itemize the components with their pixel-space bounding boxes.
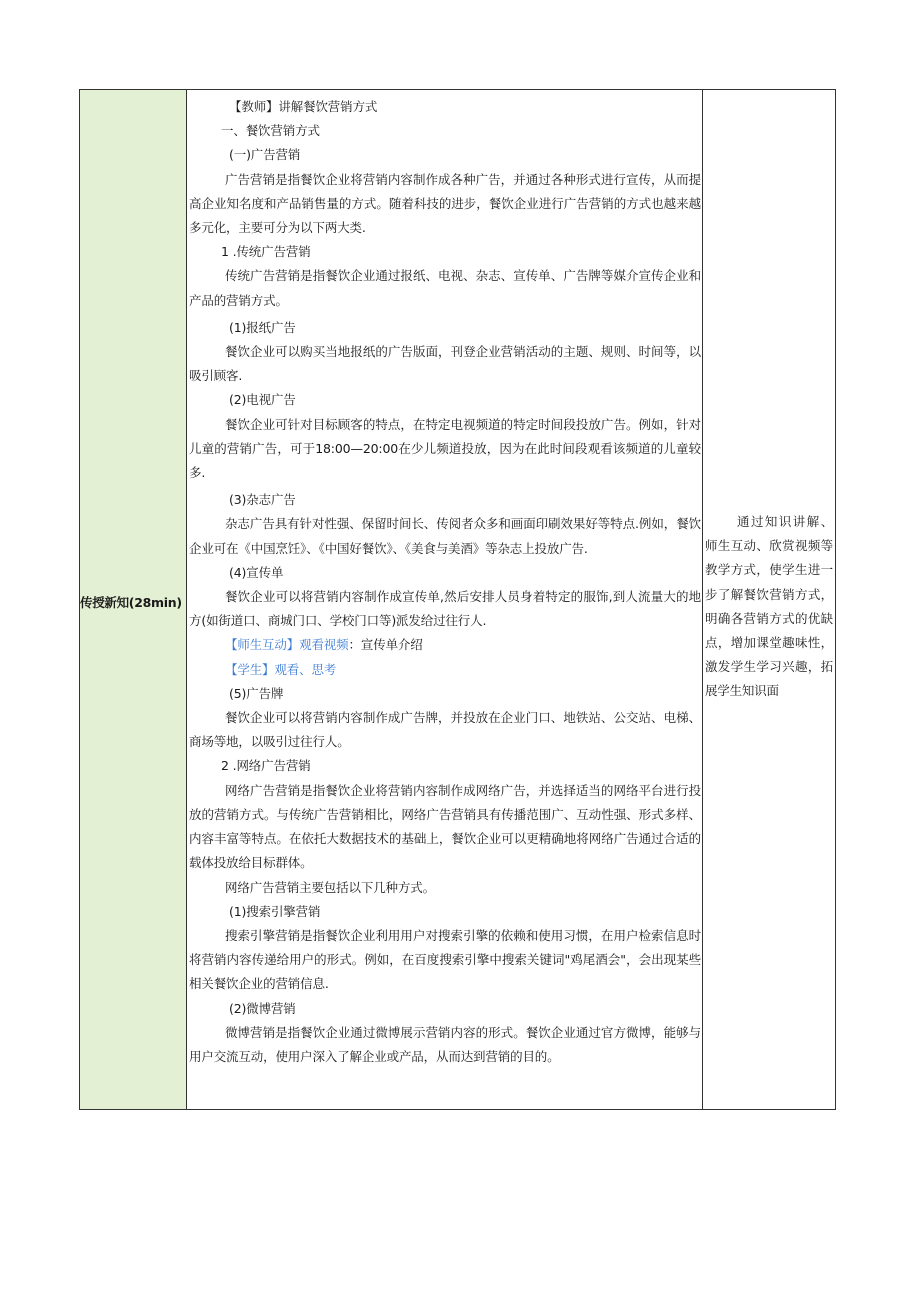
- subsection-heading: 2 .网络广告营销: [221, 758, 311, 774]
- stage-column: [80, 90, 187, 1109]
- item-heading: (5)广告牌: [229, 685, 284, 701]
- subsection-heading: 1 .传统广告营销: [221, 244, 311, 260]
- teacher-heading: 【教师】讲解餐饮营销方式: [229, 99, 378, 114]
- interaction-label: 【师生互动】观看视频: [225, 637, 349, 653]
- purpose-text: 通过知识讲解、师生互动、欣赏视频等教学方式，使学生进一步了解餐饮营销方式，明确各营销方式的优缺点，增加课堂趣味性，激发学生学习兴趣，拓展学生知识面: [705, 514, 833, 699]
- paragraph: 网络广告营销是指餐饮企业将营销内容制作成网络广告，并选择适当的网络平台进行投放的营销方式。与传统广告营销相比，网络广告营销具有传播范围广、互动性强、形式多样、内容丰富等特点。在依托大数据技术的基础上，餐饮企业可以更精确地将网络广告通过合适的载体投放给目标群体。: [189, 782, 701, 871]
- paragraph: 餐饮企业可以将营销内容制作成宣传单,然后安排人员身着特定的服饰,到人流量大的地方(如街道口、商城门口、学校门口等)派发给过往行人.: [189, 589, 701, 629]
- purpose-column: [703, 90, 835, 1109]
- content-column: [187, 90, 703, 1109]
- student-line: 【学生】观看、思考: [225, 661, 337, 677]
- paragraph: 杂志广告具有针对性强、保留时间长、传阅者众多和画面印刷效果好等特点.例如，餐饮企业可在《中国烹饪》、《中国好餐饮》、《美食与美酒》等杂志上投放广告.: [189, 516, 701, 556]
- lesson-plan-table: [79, 89, 836, 1110]
- item-heading: (1)搜索引擎营销: [229, 903, 321, 919]
- paragraph: 餐饮企业可以购买当地报纸的广告版面，刊登企业营销活动的主题、规则、时间等，以吸引顾客.: [189, 344, 701, 384]
- paragraph: 搜索引擎营销是指餐饮企业利用用户对搜索引擎的依赖和使用习惯，在用户检索信息时将营销内容传递给用户的形式。例如，在百度搜索引擎中搜索关键词"鸡尾酒会"，会出现某些相关餐饮企业的营销信息.: [189, 927, 701, 992]
- section-heading: 一、餐饮营销方式: [221, 123, 320, 139]
- interaction-detail: ：宣传单介绍: [348, 637, 423, 653]
- item-heading: (3)杂志广告: [229, 492, 296, 508]
- item-heading: (2)微博营销: [229, 1000, 296, 1016]
- item-heading: (4)宣传单: [229, 564, 284, 580]
- item-heading: (1)报纸广告: [229, 319, 296, 335]
- item-heading: (2)电视广告: [229, 392, 296, 408]
- subsection-heading: (一)广告营销: [229, 147, 301, 163]
- paragraph: 餐饮企业可以将营销内容制作成广告牌，并投放在企业门口、地铁站、公交站、电梯、商场等地，以吸引过往行人。: [189, 710, 701, 750]
- paragraph: 网络广告营销主要包括以下几种方式。: [225, 879, 435, 895]
- paragraph: 广告营销是指餐饮企业将营销内容制作成各种广告，并通过各种形式进行宣传，从而提高企业知名度和产品销售量的方式。随着科技的进步，餐饮企业进行广告营销的方式也越来越多元化，主要可分为以下两大类.: [189, 171, 701, 236]
- paragraph: 微博营销是指餐饮企业通过微博展示营销内容的形式。餐饮企业通过官方微博，能够与用户交流互动，使用户深入了解企业或产品，从而达到营销的目的。: [189, 1024, 701, 1064]
- interaction-line: [187, 633, 703, 657]
- content-body: [187, 95, 703, 1069]
- stage-label: 传授新知(28min): [80, 595, 182, 610]
- paragraph: 传统广告营销是指餐饮企业通过报纸、电视、杂志、宣传单、广告牌等媒介宣传企业和产品的营销方式。: [189, 268, 701, 308]
- paragraph: 餐饮企业可针对目标顾客的特点，在特定电视频道的特定时间段投放广告。例如，针对儿童的营销广告，可于18:00—20:00在少儿频道投放，因为在此时间段观看该频道的儿童较多.: [189, 416, 701, 481]
